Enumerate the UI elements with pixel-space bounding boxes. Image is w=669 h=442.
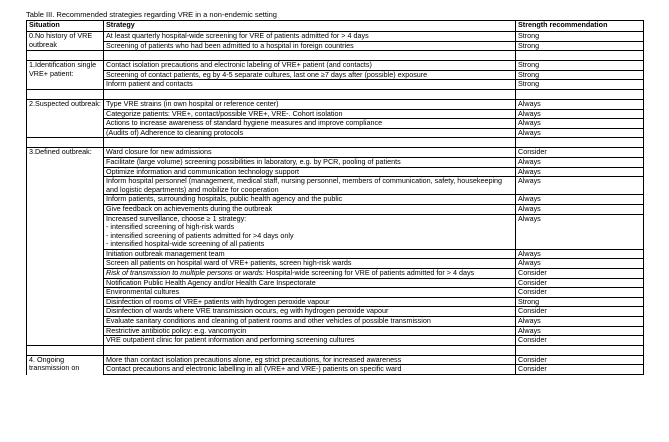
table-row	[27, 297, 644, 307]
strategy-cell: Inform patient and contacts	[104, 80, 516, 90]
table-row	[27, 355, 644, 365]
strength-cell: Always	[516, 204, 644, 214]
strategy-cell: Initiation outbreak management team	[104, 249, 516, 259]
table-caption: Table III. Recommended strategies regarding VRE in a non-endemic setting	[26, 10, 277, 19]
strength-cell: Always	[516, 157, 644, 167]
strategy-cell: Inform hospital personnel (management, medical staff, nursing personnel, members of communication, safety, housekeeping and logistic departments) and mobilize for cooperation	[104, 177, 516, 195]
strength-cell: Always	[516, 128, 644, 138]
group-spacer-row	[27, 138, 644, 148]
strategy-cell: Ward closure for new admissions	[104, 148, 516, 158]
strength-cell: Strong	[516, 41, 644, 51]
strategy-cell: Disinfection of rooms of VRE+ patients with hydrogen peroxide vapour	[104, 297, 516, 307]
situation-cell: 1.Identification single VRE+ patient:	[27, 61, 104, 90]
table-row	[27, 61, 644, 71]
spacer-cell	[516, 345, 644, 355]
strength-cell: Always	[516, 249, 644, 259]
group-spacer-row	[27, 51, 644, 61]
document-page	[26, 10, 643, 375]
spacer-cell	[516, 89, 644, 99]
strategy-cell: Contact precautions and electronic labelling in all (VRE+ and VRE-) patients on specific ward	[104, 365, 516, 375]
strength-cell: Always	[516, 317, 644, 327]
strategy-cell: VRE outpatient clinic for patient information and performing screening cultures	[104, 336, 516, 346]
table-row	[27, 128, 644, 138]
strength-cell: Strong	[516, 32, 644, 42]
strategy-cell: Screening of contact patients, eg by 4-5 separate cultures, last one ≥7 days after (possible) exposure	[104, 70, 516, 80]
strength-cell: Strong	[516, 80, 644, 90]
table-body	[27, 32, 644, 375]
strength-cell: Strong	[516, 70, 644, 80]
table-row	[27, 109, 644, 119]
strength-cell: Strong	[516, 61, 644, 71]
strategy-cell: Facilitate (large volume) screening possibilities in laboratory, e.g. by PCR, pooling of patients	[104, 157, 516, 167]
header-strategy: Strategy	[104, 21, 516, 32]
strength-cell: Consider	[516, 278, 644, 288]
strength-cell: Always	[516, 326, 644, 336]
table-row	[27, 269, 644, 279]
strength-cell: Consider	[516, 365, 644, 375]
table-row	[27, 119, 644, 129]
strategy-cell: Notification Public Health Agency and/or Health Care Inspectorate	[104, 278, 516, 288]
strategy-cell: (Audits of) Adherence to cleaning protocols	[104, 128, 516, 138]
strategy-cell: Type VRE strains (in own hospital or reference center)	[104, 99, 516, 109]
strength-cell: Always	[516, 214, 644, 249]
table-row	[27, 177, 644, 195]
strategy-cell	[104, 269, 516, 279]
table-row	[27, 204, 644, 214]
table-row	[27, 317, 644, 327]
strategy-cell: Screen all patients on hospital ward of VRE+ patients, screen high-risk wards	[104, 259, 516, 269]
strategy-cell: Screening of patients who had been admitted to a hospital in foreign countries	[104, 41, 516, 51]
spacer-cell	[27, 51, 104, 61]
table-row	[27, 249, 644, 259]
strategy-cell: Restrictive antibiotic policy: e.g. vancomycin	[104, 326, 516, 336]
table-row	[27, 70, 644, 80]
group-spacer-row	[27, 345, 644, 355]
table-row	[27, 365, 644, 375]
strategy-table	[26, 20, 644, 375]
strategy-text: Hospital-wide screening for VRE of patients admitted for > 4 days	[264, 268, 475, 278]
strength-cell: Consider	[516, 148, 644, 158]
table-row	[27, 99, 644, 109]
group-spacer-row	[27, 89, 644, 99]
strategy-cell: Give feedback on achievements during the outbreak	[104, 204, 516, 214]
table-row	[27, 278, 644, 288]
header-row	[27, 21, 644, 32]
table-row	[27, 167, 644, 177]
strategy-cell: Disinfection of wards where VRE transmission occurs, eg with hydrogen peroxide vapour	[104, 307, 516, 317]
situation-cell: 3.Defined outbreak:	[27, 148, 104, 345]
spacer-cell	[516, 51, 644, 61]
strength-cell: Consider	[516, 355, 644, 365]
spacer-cell	[104, 345, 516, 355]
spacer-cell	[104, 51, 516, 61]
strategy-cell: Contact isolation precautions and electronic labeling of VRE+ patient (and contacts)	[104, 61, 516, 71]
strategy-cell: Evaluate sanitary conditions and cleaning of patient rooms and other vehicles of possible transmission	[104, 317, 516, 327]
table-row	[27, 214, 644, 249]
spacer-cell	[104, 138, 516, 148]
strength-cell: Consider	[516, 269, 644, 279]
table-row	[27, 259, 644, 269]
table-row	[27, 157, 644, 167]
table-row	[27, 336, 644, 346]
strength-cell: Always	[516, 177, 644, 195]
strategy-italic-text: Risk of transmission to multiple persons or wards:	[106, 268, 265, 278]
strategy-cell: Inform patients, surrounding hospitals, public health agency and the public	[104, 195, 516, 205]
table-row	[27, 41, 644, 51]
strategy-cell: Optimize information and communication technology support	[104, 167, 516, 177]
strategy-cell: Categorize patients: VRE+, contact/possible VRE+, VRE-. Cohort isolation	[104, 109, 516, 119]
table-row	[27, 195, 644, 205]
strength-cell: Always	[516, 109, 644, 119]
table-row	[27, 80, 644, 90]
strength-cell: Always	[516, 195, 644, 205]
situation-cell: 0.No history of VRE outbreak	[27, 32, 104, 51]
header-situation: Situation	[27, 21, 104, 32]
table-row	[27, 326, 644, 336]
table-row	[27, 32, 644, 42]
table-row	[27, 148, 644, 158]
strength-cell: Consider	[516, 307, 644, 317]
situation-cell: 4. Ongoing transmission on	[27, 355, 104, 374]
strategy-cell: Actions to increase awareness of standard hygiene measures and improve compliance	[104, 119, 516, 129]
strength-cell: Strong	[516, 297, 644, 307]
strategy-cell: At least quarterly hospital-wide screening for VRE of patients admitted for > 4 days	[104, 32, 516, 42]
spacer-cell	[516, 138, 644, 148]
strength-cell: Consider	[516, 336, 644, 346]
strength-cell: Always	[516, 259, 644, 269]
spacer-cell	[27, 345, 104, 355]
strategy-cell: More than contact isolation precautions alone, eg strict precautions, for increased awareness	[104, 355, 516, 365]
strength-cell: Consider	[516, 288, 644, 298]
strength-cell: Always	[516, 119, 644, 129]
strength-cell: Always	[516, 167, 644, 177]
spacer-cell	[104, 89, 516, 99]
table-row	[27, 307, 644, 317]
spacer-cell	[27, 138, 104, 148]
strategy-cell: Environmental cultures	[104, 288, 516, 298]
strength-cell: Always	[516, 99, 644, 109]
situation-cell: 2.Suspected outbreak:	[27, 99, 104, 137]
table-row	[27, 288, 644, 298]
header-strength: Strength recommendation	[516, 21, 644, 32]
strategy-cell: Increased surveillance, choose ≥ 1 strategy: - intensified screening of high-risk wards - intensified screening of patients admitted for >4 days only - intensified hospital-wide screening of all patients	[104, 214, 516, 249]
spacer-cell	[27, 89, 104, 99]
